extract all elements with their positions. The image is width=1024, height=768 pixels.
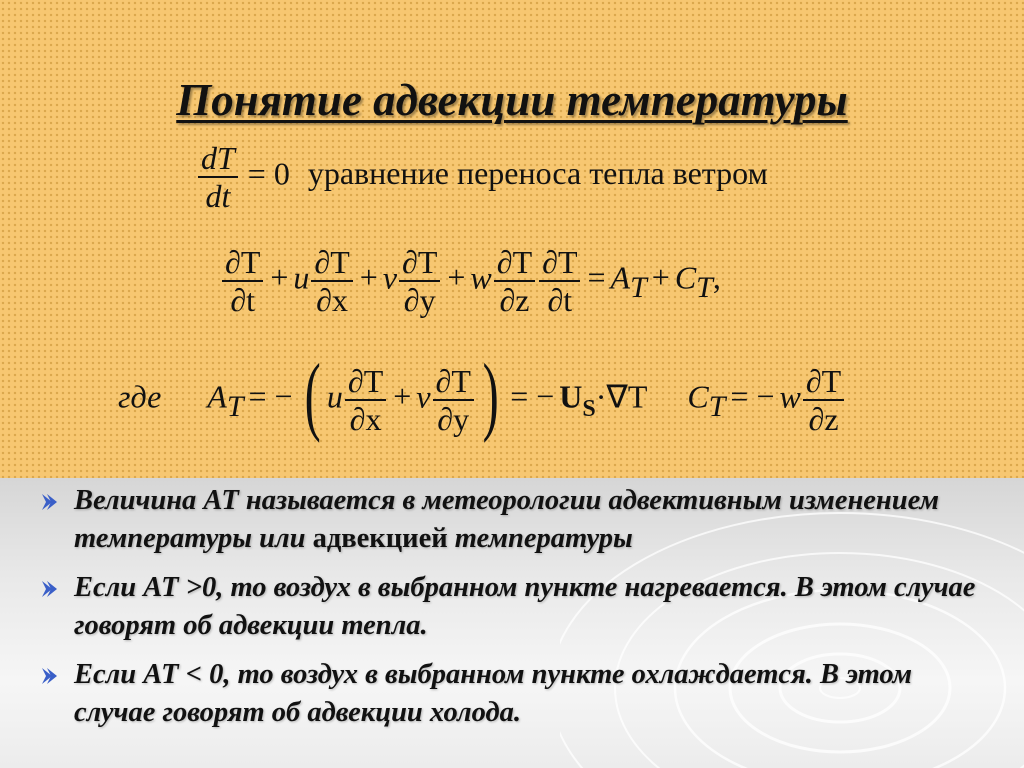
bullet-item: Величина АТ называется в метеорологии адвективным изменением температуры или адвекцией температуры bbox=[40, 482, 1000, 558]
equation-definitions: где AT = − ( u $\frac{\partial T}{\partial x}$ + v $\frac{\partial T}{\partial y}$ ) = − $U_S\cdot\nabla T$ CT = − w $\frac{\partial T}{\partial z}$ bbox=[118, 356, 846, 444]
bullet-arrow-icon bbox=[40, 493, 60, 511]
equation-description: уравнение переноса тепла ветром bbox=[307, 155, 768, 192]
fraction-dT-dt: $\frac{dT}{dt}$ bbox=[198, 140, 238, 214]
fraction: $\frac{\partial T}{\partial z}$ bbox=[803, 363, 844, 437]
where-label: где bbox=[118, 378, 162, 415]
fraction: $\frac{\partial T}{\partial x}$ bbox=[345, 363, 386, 437]
bullet-arrow-icon bbox=[40, 580, 60, 598]
fraction: $\frac{\partial T}{\partial x}$ bbox=[311, 244, 352, 318]
slide-title: Понятие адвекции температуры bbox=[176, 75, 848, 125]
fraction: $\frac{\partial T}{\partial z}$ bbox=[494, 244, 535, 318]
bullet-list bbox=[40, 482, 1000, 743]
equation-total-derivative bbox=[196, 140, 768, 214]
bullet-arrow-icon bbox=[40, 667, 60, 685]
bullet-item: Если АТ < 0, то воздух в выбранном пункте охлаждается. В этом случае говорят об адвекции холода. bbox=[40, 656, 1000, 732]
equals-zero: = 0 bbox=[247, 155, 290, 192]
fraction: $\frac{\partial T}{\partial t}$ bbox=[539, 244, 580, 318]
fraction: $\frac{\partial T}{\partial t}$ bbox=[222, 244, 263, 318]
bullet-item: Если АТ >0, то воздух в выбранном пункте нагревается. В этом случае говорят об адвекции тепла. bbox=[40, 569, 1000, 645]
fraction: $\frac{\partial T}{\partial y}$ bbox=[399, 244, 440, 318]
fraction: $\frac{\partial T}{\partial y}$ bbox=[433, 363, 474, 437]
equation-advection: $\frac{\partial T}{\partial t}$ + u $\frac{\partial T}{\partial x}$ + v $\frac{\partial T}{\partial y}$ + w $\frac{\partial T}{\partial z}$ $\frac{\partial T}{\partial t}$ = AT + CT, bbox=[220, 244, 721, 318]
